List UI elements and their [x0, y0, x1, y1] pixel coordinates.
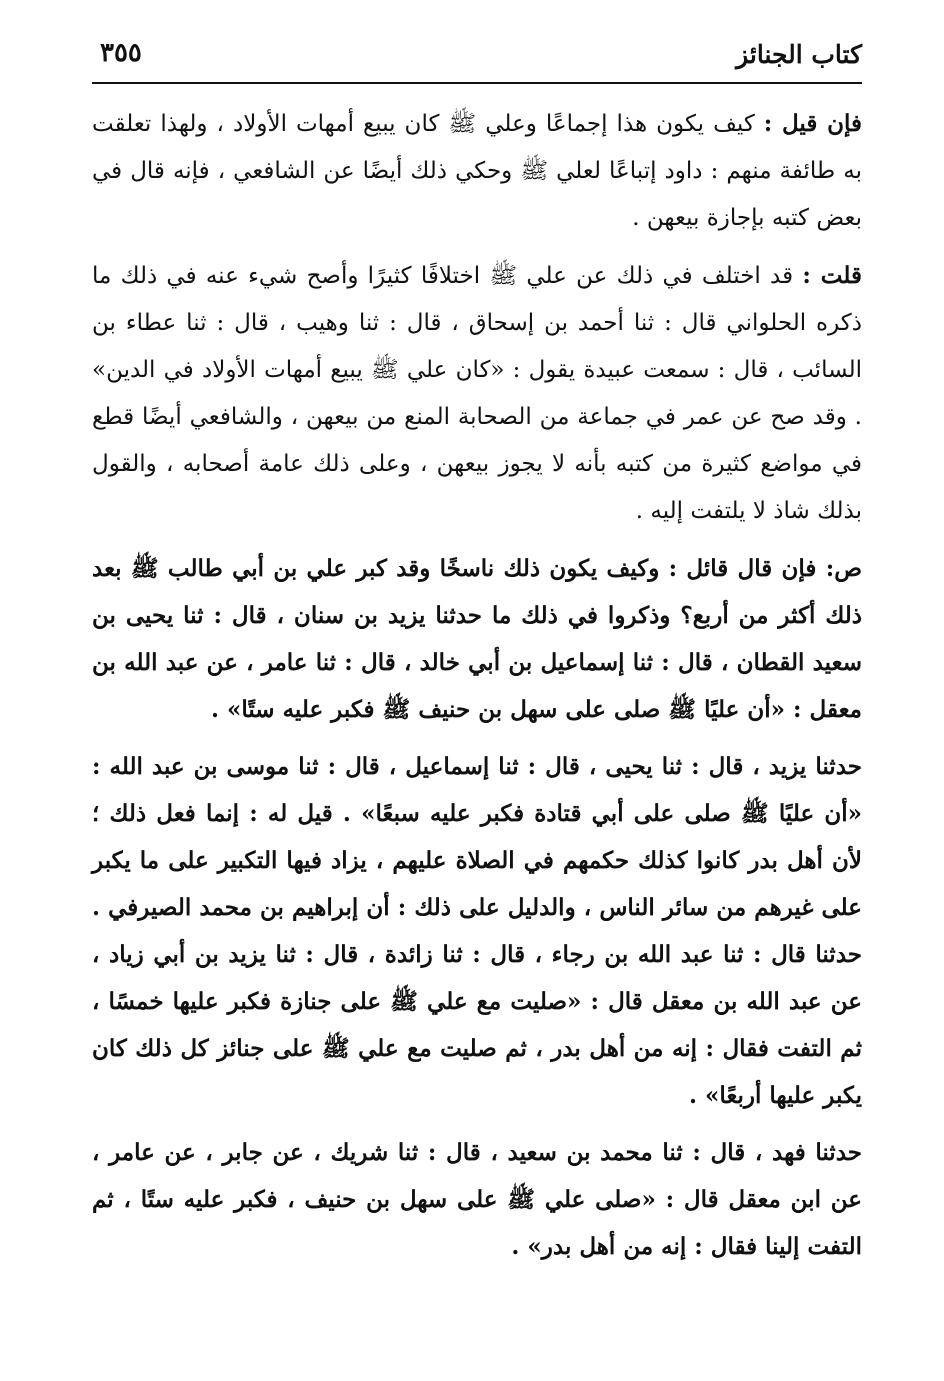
paragraph-lead: قلت : [802, 262, 862, 289]
paragraph-text: كيف يكون هذا إجماعًا وعلي ﷺ كان يبيع أمهات الأولاد ، ولهذا تعلقت به طائفة منهم : داود إتباعًا لعلي ﷺ وحكي ذلك أيضًا عن الشافعي ، فإنه قال في بعض كتبه بإجازة بيعهن . [92, 111, 862, 231]
chapter-title: كتاب الجنائز [736, 40, 862, 69]
paragraph-text: فإن قال قائل : وكيف يكون ذلك ناسخًا وقد كبر علي بن أبي طالب ﷺ بعد ذلك أكثر من أربع؟ وذكروا في ذلك ما حدثنا يزيد بن سنان ، قال : ثنا يحيى بن سعيد القطان ، قال : ثنا إسماعيل بن أبي خالد ، قال : ثنا عامر ، عن عبد الله بن معقل : «أن عليًا ﷺ صلى على سهل بن حنيف ﷺ فكبر عليه ستًا» . [92, 555, 862, 723]
paragraph-hadith-2 [92, 1129, 862, 1270]
page-number: ٣٥٥ [100, 38, 142, 68]
paragraph-objection [92, 100, 862, 242]
paragraph-text: قد اختلف في ذلك عن علي ﷺ اختلافًا كثيرًا وأصح شيء عنه في ذلك ما ذكره الحلواني قال : ثنا أحمد بن إسحاق ، قال : ثنا وهيب ، قال : ثنا عطاء بن السائب ، قال : سمعت عبيدة يقول : «كان علي ﷺ يبيع أمهات الأولاد في الدين» . وقد صح عن عمر في جماعة من الصحابة المنع من بيعهن ، والشافعي أيضًا قطع في مواضع كثيرة من كتبه بأنه لا يجوز بيعهن ، وعلى ذلك عامة أصحابه ، والقول بذلك شاذ لا يلتفت إليه . [92, 263, 862, 524]
paragraph-text-sad [92, 545, 862, 733]
page-body [92, 100, 862, 1280]
page-header [92, 34, 862, 84]
paragraph-reply [92, 252, 862, 535]
paragraph-lead: ص: [825, 555, 862, 582]
paragraph-text: حدثنا يزيد ، قال : ثنا يحيى ، قال : ثنا إسماعيل ، قال : ثنا موسى بن عبد الله : «أن عليًا ﷺ صلى على أبي قتادة فكبر عليه سبعًا» . قيل له : إنما فعل ذلك ؛ لأن أهل بدر كانوا كذلك حكمهم في الصلاة عليهم ، يزاد فيها التكبير على ما يكبر على غيرهم من سائر الناس ، والدليل على ذلك : أن إبراهيم بن محمد الصيرفي . حدثنا قال : ثنا عبد الله بن رجاء ، قال : ثنا زائدة ، قال : ثنا يزيد بن أبي زياد ، عن عبد الله بن معقل قال : «صليت مع علي ﷺ على جنازة فكبر عليها خمسًا ، ثم التفت فقال : إنه من أهل بدر ، ثم صليت مع علي ﷺ على جنائز كل ذلك كان يكبر عليها أربعًا» . [92, 753, 862, 1109]
paragraph-lead: فإن قيل : [763, 110, 862, 137]
paragraph-text: حدثنا فهد ، قال : ثنا محمد بن سعيد ، قال : ثنا شريك ، عن جابر ، عن عامر ، عن ابن معقل قال : «صلى علي ﷺ على سهل بن حنيف ، فكبر عليه ستًا ، ثم التفت إلينا فقال : إنه من أهل بدر» . [92, 1139, 862, 1260]
paragraph-hadith-1 [92, 743, 862, 1119]
